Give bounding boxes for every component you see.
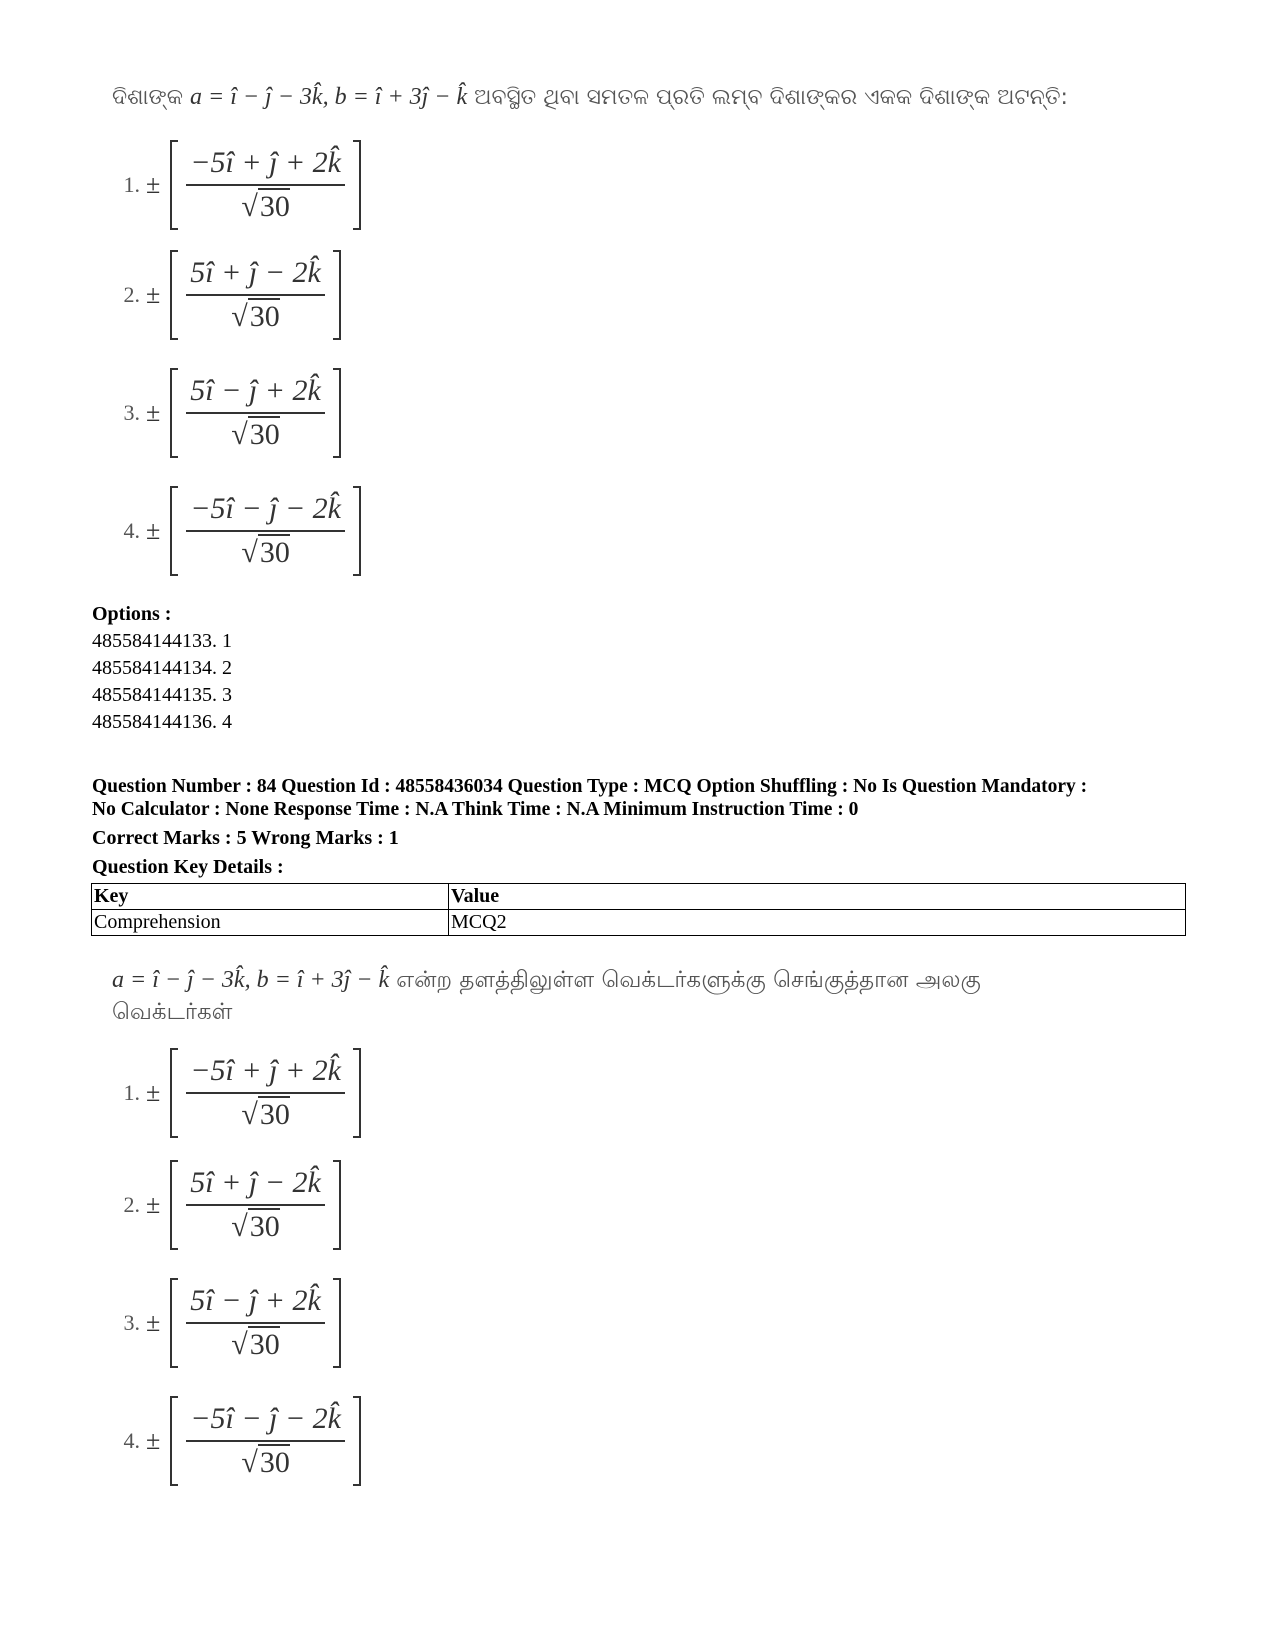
option-formula-3: 3. ± $\frac{5î - ĵ + 2k̂}{√30}$ (100, 1278, 341, 1368)
denominator: √30 (231, 1210, 280, 1243)
bracket (170, 140, 361, 230)
stem-prefix: ଦିଶାଙ୍କ (112, 85, 183, 110)
denominator: √30 (231, 418, 280, 451)
key-details-label: Question Key Details : (92, 856, 284, 878)
stem-vectors: a = î − ĵ − 3k̂, b = î + 3ĵ − k̂ (112, 967, 390, 993)
numerator: 5î + ĵ − 2k̂ (186, 1166, 324, 1206)
bracket (170, 486, 361, 576)
table-row (92, 910, 1186, 936)
stem-vectors: a = î − ĵ − 3k̂, b = î + 3ĵ − k̂ (190, 84, 468, 110)
denominator: √30 (241, 1098, 290, 1131)
denominator: √30 (231, 1328, 280, 1361)
bracket (170, 368, 340, 458)
options-label: Options : (92, 603, 172, 625)
bracket (170, 1048, 361, 1138)
table-header-row (92, 884, 1186, 910)
marks-line: Correct Marks : 5 Wrong Marks : 1 (92, 827, 399, 849)
option-formula-4: 4. ± $\frac{-5î - ĵ - 2k̂}{√30}$ (100, 486, 361, 576)
cell-value: MCQ2 (449, 910, 1186, 936)
option-id-1: 485584144133. 1 (92, 630, 232, 652)
bracket (170, 1396, 361, 1486)
numerator: 5î − ĵ + 2k̂ (186, 1284, 324, 1324)
bracket (170, 1160, 340, 1250)
numerator: −5î + ĵ + 2k̂ (186, 146, 345, 186)
bracket (170, 250, 340, 340)
question-stem-odia (112, 84, 1068, 111)
question-stem-tamil (112, 967, 981, 996)
cell-key: Comprehension (92, 910, 449, 936)
numerator: −5î − ĵ − 2k̂ (186, 492, 345, 532)
meta-line-2: No Calculator : None Response Time : N.A Think Time : N.A Minimum Instruction Time : 0 (92, 799, 859, 820)
option-id-3: 485584144135. 3 (92, 684, 232, 706)
bracket (170, 1278, 340, 1368)
denominator: √30 (241, 190, 290, 223)
header-value: Value (449, 884, 1186, 910)
denominator: √30 (241, 536, 290, 569)
denominator: √30 (231, 300, 280, 333)
option-formula-2: 2. ± $\frac{5î + ĵ - 2k̂}{√30}$ (100, 1160, 341, 1250)
option-formula-1: 1. ± $\frac{-5î + ĵ + 2k̂}{√30}$ (100, 1048, 361, 1138)
meta-line-1: Question Number : 84 Question Id : 48558436034 Question Type : MCQ Option Shuffling : No Is Question Mandatory : (92, 776, 1088, 797)
option-formula-1: 1. ± $\frac{-5î + ĵ + 2k̂}{√30}$ (100, 140, 361, 230)
key-details-table (91, 883, 1186, 936)
numerator: −5î − ĵ − 2k̂ (186, 1402, 345, 1442)
stem-suffix: ଅବସ୍ଥିତ ଥିବା ସମତଳ ପ୍ରତି ଲମ୍ବ ଦିଶାଙ୍କର ଏକକ ଦିଶାଙ୍କ ଅଟନ୍ତି: (474, 85, 1068, 110)
header-key: Key (92, 884, 449, 910)
stem-text: என்ற தளத்திலுள்ள வெக்டர்களுக்கு செங்குத்தான அலகு (396, 967, 981, 993)
option-formula-2: 2. ± $\frac{5î + ĵ - 2k̂}{√30}$ (100, 250, 341, 340)
option-id-2: 485584144134. 2 (92, 657, 232, 679)
numerator: 5î − ĵ + 2k̂ (186, 374, 324, 414)
denominator: √30 (241, 1446, 290, 1479)
numerator: −5î + ĵ + 2k̂ (186, 1054, 345, 1094)
option-id-4: 485584144136. 4 (92, 711, 232, 733)
option-formula-3: 3. ± $\frac{5î - ĵ + 2k̂}{√30}$ (100, 368, 341, 458)
question-stem-tamil-line2: வெக்டர்கள் (112, 999, 233, 1025)
numerator: 5î + ĵ − 2k̂ (186, 256, 324, 296)
option-formula-4: 4. ± $\frac{-5î - ĵ - 2k̂}{√30}$ (100, 1396, 361, 1486)
question-meta (92, 775, 1242, 821)
